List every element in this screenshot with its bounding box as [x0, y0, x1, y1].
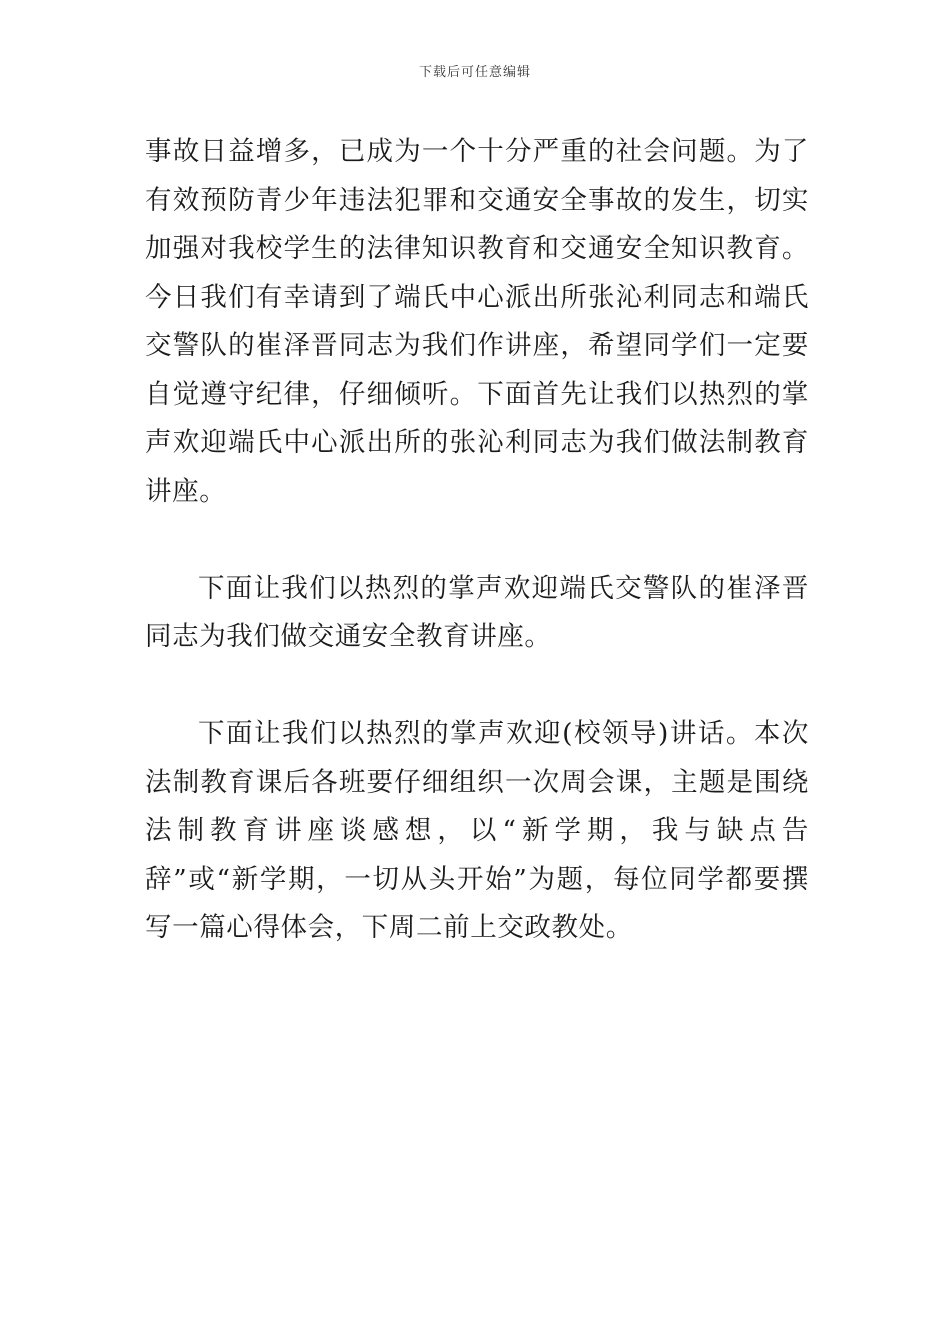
paragraph-spacer — [145, 662, 809, 711]
paragraph-2: 下面让我们以热烈的掌声欢迎端氏交警队的崔泽晋同志为我们做交通安全教育讲座。 — [145, 572, 809, 652]
paragraph-1: 事故日益增多，已成为一个十分严重的社会问题。为了有效预防青少年违法犯罪和交通安全事故的发生，切实加强对我校学生的法律知识教育和交通安全知识教育。今日我们有幸请到了端氏中心派出所张沁利同志和端氏交警队的崔泽晋同志为我们作讲座，希望同学们一定要自觉遵守纪律，仔细倾听。下面首先让我们以热烈的掌声欢迎端氏中心派出所的张沁利同志为我们做法制教育讲座。 — [145, 136, 809, 507]
document-body — [145, 128, 809, 953]
paragraph-3: 下面让我们以热烈的掌声欢迎(校领导)讲话。本次法制教育课后各班要仔细组织一次周会课，主题是围绕法制教育讲座谈感想，以“新学期，我与缺点告辞”或“新学期，一切从头开始”为题，每位同学都要撰写一篇心得体会，下周二前上交政教处。 — [145, 718, 809, 943]
paragraph-spacer — [145, 516, 809, 565]
page-header-note: 下载后可任意编辑 — [418, 65, 531, 80]
